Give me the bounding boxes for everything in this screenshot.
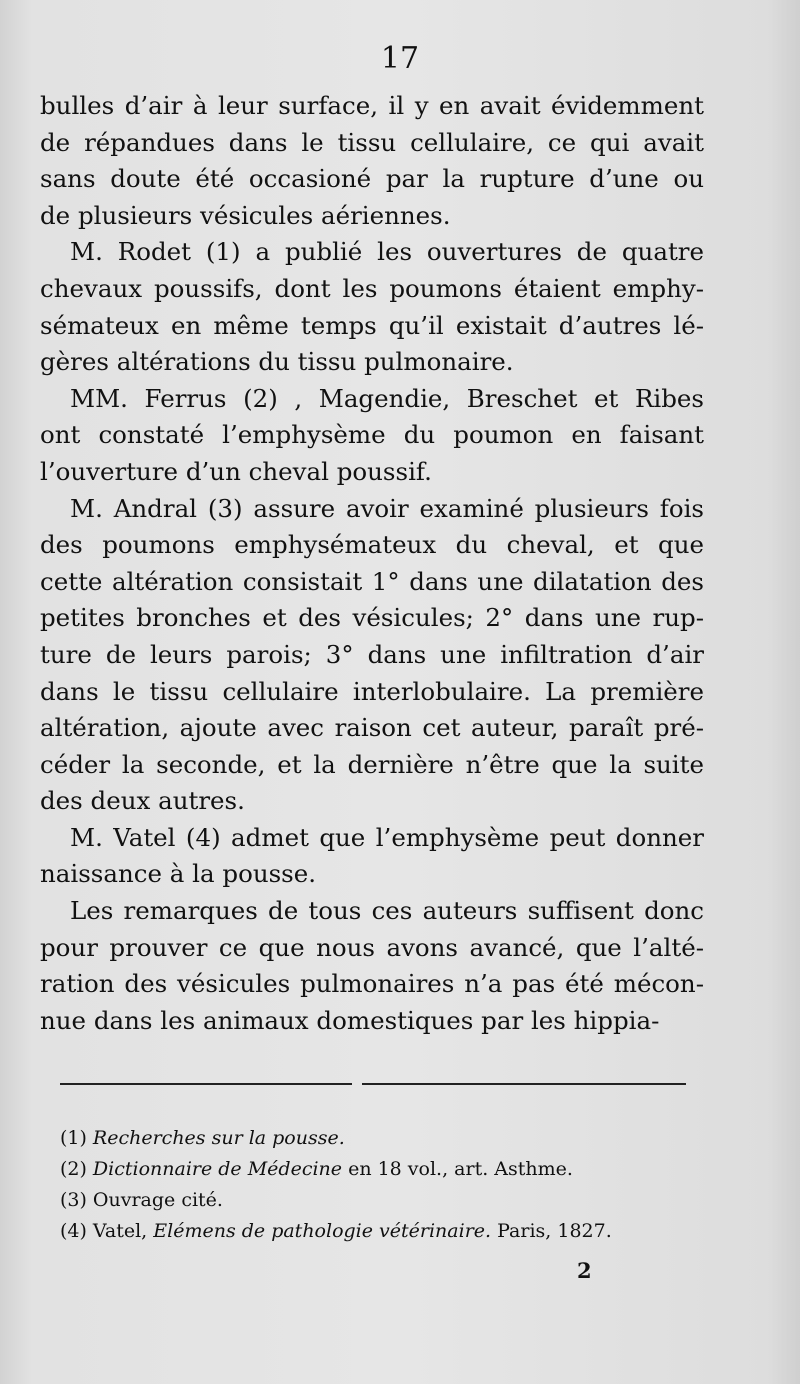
footnote xyxy=(60,1185,700,1216)
footnotes xyxy=(60,1123,700,1247)
footnote-rule-left xyxy=(60,1083,352,1085)
footnote-title: Elémens de pathologie vétérinaire. xyxy=(153,1220,492,1242)
footnote-text: Paris, 1827. xyxy=(491,1220,612,1242)
text-line: Les remarques de tous ces auteurs suffisent donc xyxy=(70,896,704,926)
text-line: M. Rodet (1) a publié les ouvertures de quatre xyxy=(70,237,704,267)
footnote-text: en 18 vol., art. Asthme. xyxy=(342,1158,573,1180)
text-line: bulles d’air à leur surface, il y en avait évidemment xyxy=(40,91,704,120)
text-line: dans le tissu cellulaire interlobulaire. La première xyxy=(40,676,704,706)
text-line: des deux autres. xyxy=(40,786,245,816)
text-line: petites bronches et des vésicules; 2° dans une rup- xyxy=(40,603,704,633)
text-line: sémateux en même temps qu’il existait d’autres lé- xyxy=(40,310,704,340)
footnote-ref: (2) xyxy=(60,1158,87,1180)
text-line: nue dans les animaux domestiques par les hippia- xyxy=(40,1005,660,1035)
footnote-rule-right xyxy=(362,1083,686,1085)
text-line: ration des vésicules pulmonaires n’a pas été mécon- xyxy=(40,969,704,999)
body-text xyxy=(40,88,704,1039)
footnote-ref: (4) xyxy=(60,1220,87,1242)
text-line: gères altérations du tissu pulmonaire. xyxy=(40,347,514,377)
footnote-title: Recherches sur la pousse. xyxy=(92,1127,345,1149)
footnote-title: Dictionnaire de Médecine xyxy=(92,1158,343,1180)
text-line: ture de leurs parois; 3° dans une infiltration d’air xyxy=(40,639,704,669)
text-line: l’ouverture d’un cheval poussif. xyxy=(40,456,432,486)
text-line: MM. Ferrus (2) , Magendie, Breschet et Ribes xyxy=(70,383,704,413)
footnote xyxy=(60,1123,700,1154)
text-line: des poumons emphysémateux du cheval, et que xyxy=(40,530,704,560)
footnote xyxy=(60,1216,700,1247)
text-line: chevaux poussifs, dont les poumons étaient emphy- xyxy=(40,273,704,303)
text-line: M. Andral (3) assure avoir examiné plusieurs fois xyxy=(70,493,704,523)
signature-mark: 2 xyxy=(577,1258,592,1283)
text-line: de plusieurs vésicules aériennes. xyxy=(40,200,451,230)
text-line: de répandues dans le tissu cellulaire, ce qui avait xyxy=(40,127,704,157)
text-line: naissance à la pousse. xyxy=(40,859,317,889)
page-number: 17 xyxy=(380,41,420,76)
footnote xyxy=(60,1154,700,1185)
text-line: sans doute été occasioné par la rupture d’une ou xyxy=(40,164,704,194)
footnote-ref: (1) xyxy=(60,1127,87,1149)
text-line: pour prouver ce que nous avons avancé, que l’alté- xyxy=(40,932,704,962)
text-line: céder la seconde, et la dernière n’être que la suite xyxy=(40,749,704,779)
text-line: M. Vatel (4) admet que l’emphysème peut donner xyxy=(70,822,704,852)
text-line: ont constaté l’emphysème du poumon en faisant xyxy=(40,420,704,450)
footnote-author: Vatel, xyxy=(92,1220,154,1242)
text-line: altération, ajoute avec raison cet auteur, paraît pré- xyxy=(40,713,704,743)
footnote-ref: (3) xyxy=(60,1189,87,1211)
text-line: cette altération consistait 1° dans une dilatation des xyxy=(40,566,704,596)
footnote-text: Ouvrage cité. xyxy=(92,1189,223,1211)
